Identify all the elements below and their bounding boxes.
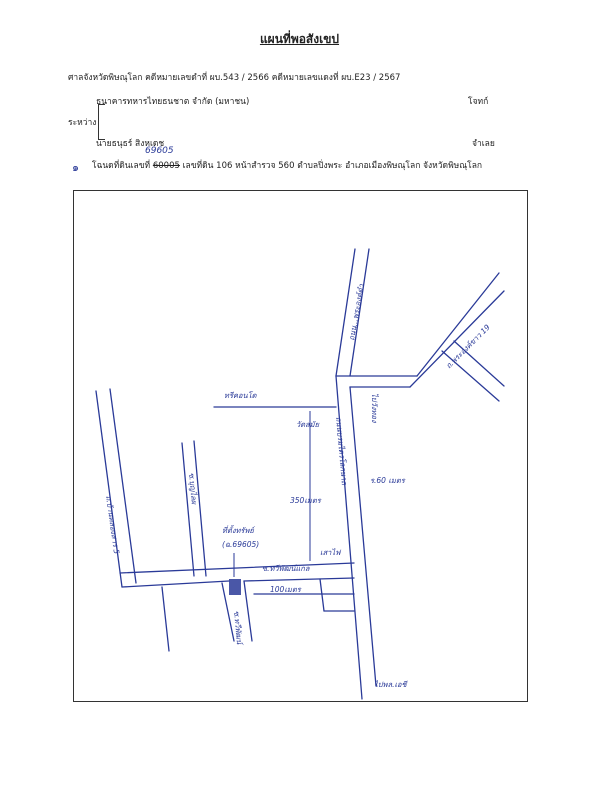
road-lines: [96, 249, 504, 699]
plaintiff-name: ธนาคารทหารไทยธนชาต จำกัด (มหาชน): [96, 97, 250, 107]
mid-road-label: ซ.บุญไลผ: [187, 472, 199, 505]
deed-corrected-number: 69605: [145, 146, 174, 156]
reserve-label: ไปวังทอง: [370, 393, 379, 423]
left-road-label: ถ.บ้านคลองสาร 5: [104, 495, 122, 555]
deed-line: [92, 158, 482, 172]
main-road-label: ถนนบรมไตรโลกนาถ: [334, 416, 349, 486]
property-deed-label: (ฉ.69605): [222, 540, 260, 549]
property-label: ที่ตั้งทรัพย์: [222, 526, 254, 535]
between-label: ระหว่าง: [68, 118, 97, 128]
road-19-label: ถ.พระองค์ขาว 19: [444, 322, 492, 371]
item-number: ๑: [72, 161, 79, 174]
map-drawing: [74, 191, 529, 703]
pole-label: เสาไฟ: [320, 548, 341, 557]
page-title: แผนที่พอสังเขป: [259, 32, 340, 46]
property-marker: [229, 579, 241, 595]
road-north-label: ถนน...พระองค์ดำ: [347, 283, 366, 342]
between-bracket: [98, 104, 105, 140]
deed-suffix: เลขที่ดิน 106 หน้าสำรวจ 560 ตำบลปิ่งพระ อำเภอเมืองพิษณุโลก จังหวัดพิษณุโลก: [182, 161, 483, 171]
bottom-road-label: ไปพล.เอชี: [374, 680, 407, 689]
tree-condo-label: ทรีคอนโด: [224, 391, 257, 400]
deed-struck-number: 60005: [152, 161, 180, 171]
temple-label: วัดสมัย: [296, 420, 319, 429]
lower-soi-label: ซ.ทวีพัฒน์: [232, 610, 244, 645]
sketch-map: [73, 190, 528, 702]
deed-prefix: โฉนดที่ดินเลขที่: [92, 161, 151, 171]
distance-right-label: ร.60 เมตร: [370, 476, 405, 485]
plaintiff-role: โจทก์: [468, 97, 489, 107]
soi-name-label: ซ.ทวีพัฒน์แกล: [262, 564, 310, 573]
court-line: ศาลจังหวัดพิษณุโลก คดีหมายเลขดำที่ ผบ.543 / 2566 คดีหมายเลขแดงที่ ผบ.E23 / 2567: [68, 73, 401, 83]
defendant-role: จำเลย: [472, 139, 495, 149]
defendant-name: นายธนุธร์ สิงหเดช: [96, 139, 165, 149]
distance-100-label: 100เมตร: [270, 585, 301, 594]
distance-350-label: 350เมตร: [290, 496, 321, 505]
